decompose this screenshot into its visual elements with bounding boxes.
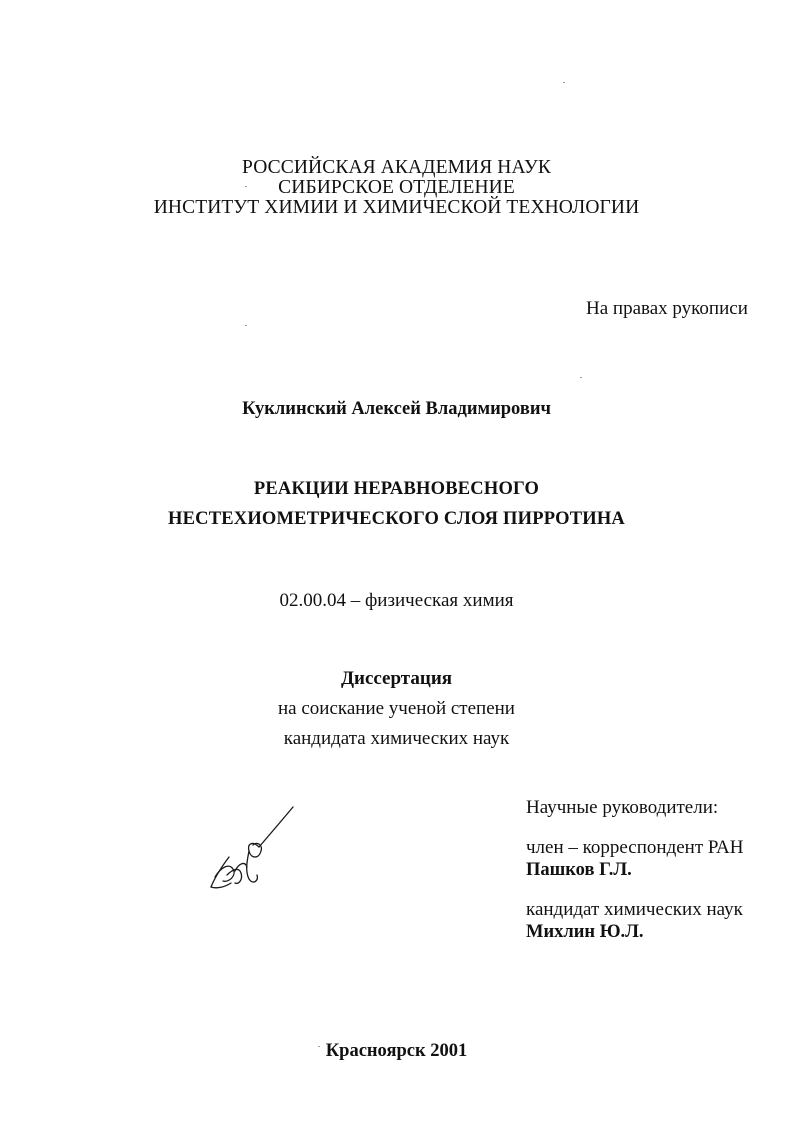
supervisor-2-position: кандидат химических наук bbox=[526, 899, 743, 920]
scan-speck bbox=[245, 186, 247, 187]
scan-speck bbox=[318, 1046, 320, 1047]
thesis-title-line-2: НЕСТЕХИОМЕТРИЧЕСКОГО СЛОЯ ПИРРОТИНА bbox=[168, 509, 625, 529]
institution-line-1: РОССИЙСКАЯ АКАДЕМИЯ НАУК bbox=[242, 157, 551, 178]
scan-speck bbox=[580, 377, 582, 378]
handwritten-signature-icon bbox=[205, 805, 300, 895]
specialty-code: 02.00.04 – физическая химия bbox=[279, 590, 514, 611]
supervisor-1-name: Пашков Г.Л. bbox=[526, 860, 632, 880]
dissertation-heading: Диссертация bbox=[340, 668, 453, 689]
supervisor-2-name: Михлин Ю.Л. bbox=[526, 922, 644, 942]
institution-line-3: ИНСТИТУТ ХИМИИ И ХИМИЧЕСКОЙ ТЕХНОЛОГИИ bbox=[153, 197, 640, 218]
scan-speck bbox=[563, 82, 565, 83]
manuscript-rights-note: На правах рукописи bbox=[586, 298, 748, 319]
degree-line-2: кандидата химических наук bbox=[283, 728, 510, 749]
thesis-title-line-1: РЕАКЦИИ НЕРАВНОВЕСНОГО bbox=[253, 479, 540, 499]
institution-line-2: СИБИРСКОЕ ОТДЕЛЕНИЕ bbox=[278, 177, 515, 198]
supervisor-1-position: член – корреспондент РАН bbox=[526, 837, 744, 858]
author-name: Куклинский Алексей Владимирович bbox=[242, 399, 551, 419]
city-and-year: Красноярск 2001 bbox=[325, 1041, 468, 1061]
supervisors-heading: Научные руководители: bbox=[526, 797, 719, 818]
degree-line-1: на соискание ученой степени bbox=[278, 698, 515, 719]
scan-speck bbox=[245, 325, 247, 326]
